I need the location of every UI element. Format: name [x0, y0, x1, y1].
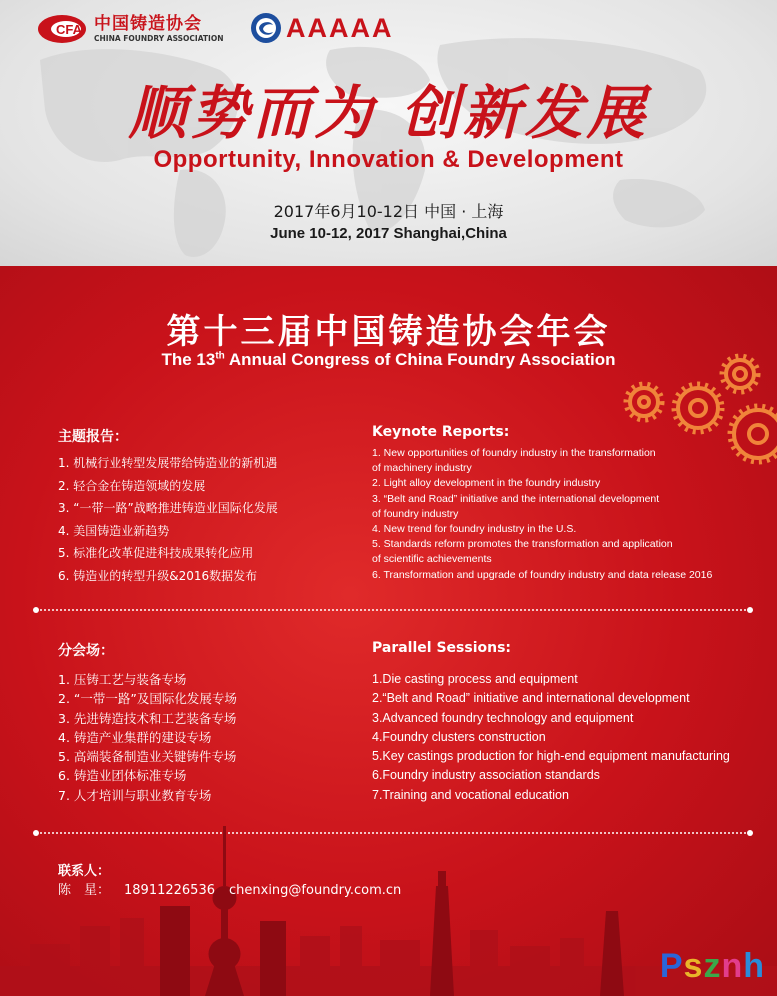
- event-date-english: June 10-12, 2017 Shanghai,China: [270, 225, 507, 242]
- congress-title-chinese: 第十三届中国铸造协会年会: [166, 312, 611, 352]
- list-item: 4. 美国铸造业新趋势: [58, 523, 170, 538]
- china-foundry-association-logo: [36, 12, 224, 46]
- sessions-list-chinese: [58, 670, 237, 805]
- list-item: 2.“Belt and Road” initiative and international development: [372, 691, 690, 706]
- list-item: of machinery industry: [372, 462, 472, 475]
- cfa-emblem-icon: [36, 12, 88, 46]
- list-item: 1. New opportunities of foundry industry in the transformation: [372, 447, 656, 459]
- rating-emblem-icon: [250, 12, 282, 44]
- congress-title-english: The 13th Annual Congress of China Foundry Association: [161, 350, 616, 369]
- contact-title: 联系人：: [58, 864, 111, 879]
- list-item: of foundry industry: [372, 507, 459, 520]
- list-item: 4. 铸造产业集群的建设专场: [58, 729, 212, 745]
- list-item: 6.Foundry industry association standards: [372, 768, 600, 783]
- list-item: of scientific achievements: [372, 553, 492, 566]
- list-item: 6. 铸造业的转型升级&2016数据发布: [58, 568, 258, 583]
- list-item: 5.Key castings production for high-end equipment manufacturing: [372, 749, 730, 764]
- list-item: 1.Die casting process and equipment: [372, 672, 578, 686]
- contact-name: 陈 星：: [58, 883, 111, 898]
- list-item: 6. 铸造业团体标准专场: [58, 768, 187, 784]
- list-item: 2. 轻合金在铸造领域的发展: [58, 478, 206, 493]
- list-item: 5. 高端装备制造业关键铸件专场: [58, 749, 237, 765]
- list-item: 1. 机械行业转型发展带给铸造业的新机遇: [58, 456, 278, 470]
- main-content: [0, 266, 777, 996]
- header-banner: [0, 0, 777, 266]
- logo-chinese-name: 中国铸造协会: [94, 14, 202, 34]
- contact-phone: 18911226536: [124, 883, 215, 898]
- list-item: 4.Foundry clusters construction: [372, 729, 546, 744]
- keynote-list-chinese: [58, 452, 278, 588]
- slogan-chinese: 顺势而为 创新发展: [128, 79, 649, 147]
- list-item: 7.Training and vocational education: [372, 787, 569, 802]
- list-item: 3. 先进铸造技术和工艺装备专场: [58, 710, 237, 726]
- list-item: 5. 标准化改革促进科技成果转化应用: [58, 546, 254, 561]
- logo-english-name: CHINA FOUNDRY ASSOCIATION: [94, 34, 224, 43]
- pszhn-watermark-logo: Psznh: [659, 947, 765, 985]
- rating-text: AAAAA: [286, 12, 394, 43]
- slogan-english: Opportunity, Innovation & Development: [153, 146, 624, 173]
- list-item: 3. “一带一路”战略推进铸造业国际化发展: [58, 501, 278, 516]
- list-item: 1. 压铸工艺与装备专场: [58, 672, 187, 687]
- list-item: 2. “一带一路”及国际化发展专场: [58, 691, 237, 707]
- contact-email[interactable]: chenxing@foundry.com.cn: [229, 883, 402, 898]
- list-item: 2. Light alloy development in the foundry industry: [372, 477, 601, 490]
- sessions-title-english: Parallel Sessions:: [372, 640, 512, 656]
- keynote-title-chinese: 主题报告：: [58, 429, 128, 445]
- keynote-title-english: Keynote Reports:: [372, 424, 510, 440]
- sessions-title-chinese: 分会场：: [58, 643, 114, 659]
- list-item: 6. Transformation and upgrade of foundry industry and data release 2016: [372, 568, 713, 581]
- sessions-list-english: [372, 670, 730, 805]
- list-item: 5. Standards reform promotes the transformation and application: [372, 538, 673, 551]
- list-item: 3. “Belt and Road” initiative and the international development: [372, 492, 660, 505]
- list-item: 3.Advanced foundry technology and equipment: [372, 710, 634, 725]
- contact-info: [58, 879, 415, 898]
- keynote-list-english: [372, 446, 712, 583]
- svg-text:CFA: CFA: [56, 22, 82, 37]
- list-item: 7. 人才培训与职业教育专场: [58, 787, 212, 803]
- section-divider: [36, 609, 750, 611]
- list-item: 4. New trend for foundry industry in the U.S.: [372, 523, 577, 536]
- aaaaa-rating-logo: [250, 12, 394, 44]
- event-date-chinese: 2017年6月10-12日 中国 · 上海: [273, 202, 504, 221]
